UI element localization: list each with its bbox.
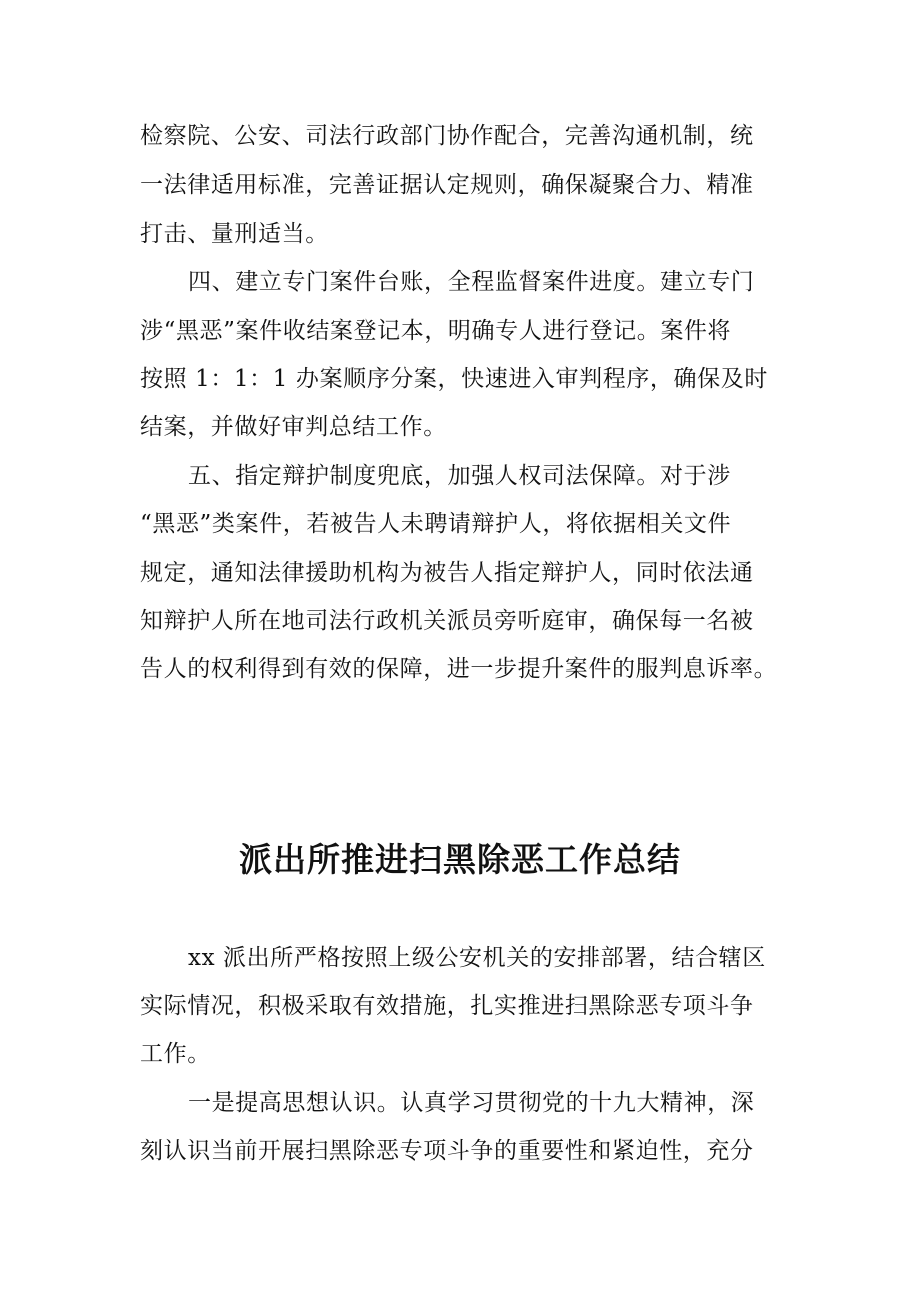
text-line: 涉“黑恶”案件收结案登记本，明确专人进行登记。案件将 (140, 318, 732, 344)
text-line: 一法律适用标准，完善证据认定规则，确保凝聚合力、精准 (140, 172, 754, 198)
text-line: 刻认识当前开展扫黑除恶专项斗争的重要性和紧迫性，充分 (140, 1138, 754, 1164)
text-line: 结案，并做好审判总结工作。 (140, 414, 447, 440)
text-line: “黑恶”类案件，若被告人未聘请辩护人，将依据相关文件 (140, 511, 732, 537)
text-line: 知辩护人所在地司法行政机关派员旁听庭审，确保每一名被 (140, 608, 754, 634)
text-line: 实际情况，积极采取有效措施，扎实推进扫黑除恶专项斗争 (140, 993, 754, 1019)
text-line: 一是提高思想认识。认真学习贯彻党的十九大精神，深 (188, 1090, 755, 1116)
document-title: 派出所推进扫黑除恶工作总结 (239, 840, 681, 879)
text-line: 工作。 (140, 1041, 211, 1067)
text-line: 四、建立专门案件台账，全程监督案件进度。建立专门 (188, 269, 755, 295)
text-line: 打击、量刑适当。 (140, 221, 329, 247)
text-line: 规定，通知法律援助机构为被告人指定辩护人，同时依法通 (140, 560, 754, 586)
text-line: 检察院、公安、司法行政部门协作配合，完善沟通机制，统 (140, 123, 754, 149)
text-line: 告人的权利得到有效的保障，进一步提升案件的服判息诉率。 (140, 656, 778, 682)
text-line: 按照 1：1：1 办案顺序分案，快速进入审判程序，确保及时 (140, 366, 768, 392)
text-line: 五、指定辩护制度兜底，加强人权司法保障。对于涉 (188, 463, 731, 489)
text-line: xx 派出所严格按照上级公安机关的安排部署，结合辖区 (188, 945, 766, 971)
